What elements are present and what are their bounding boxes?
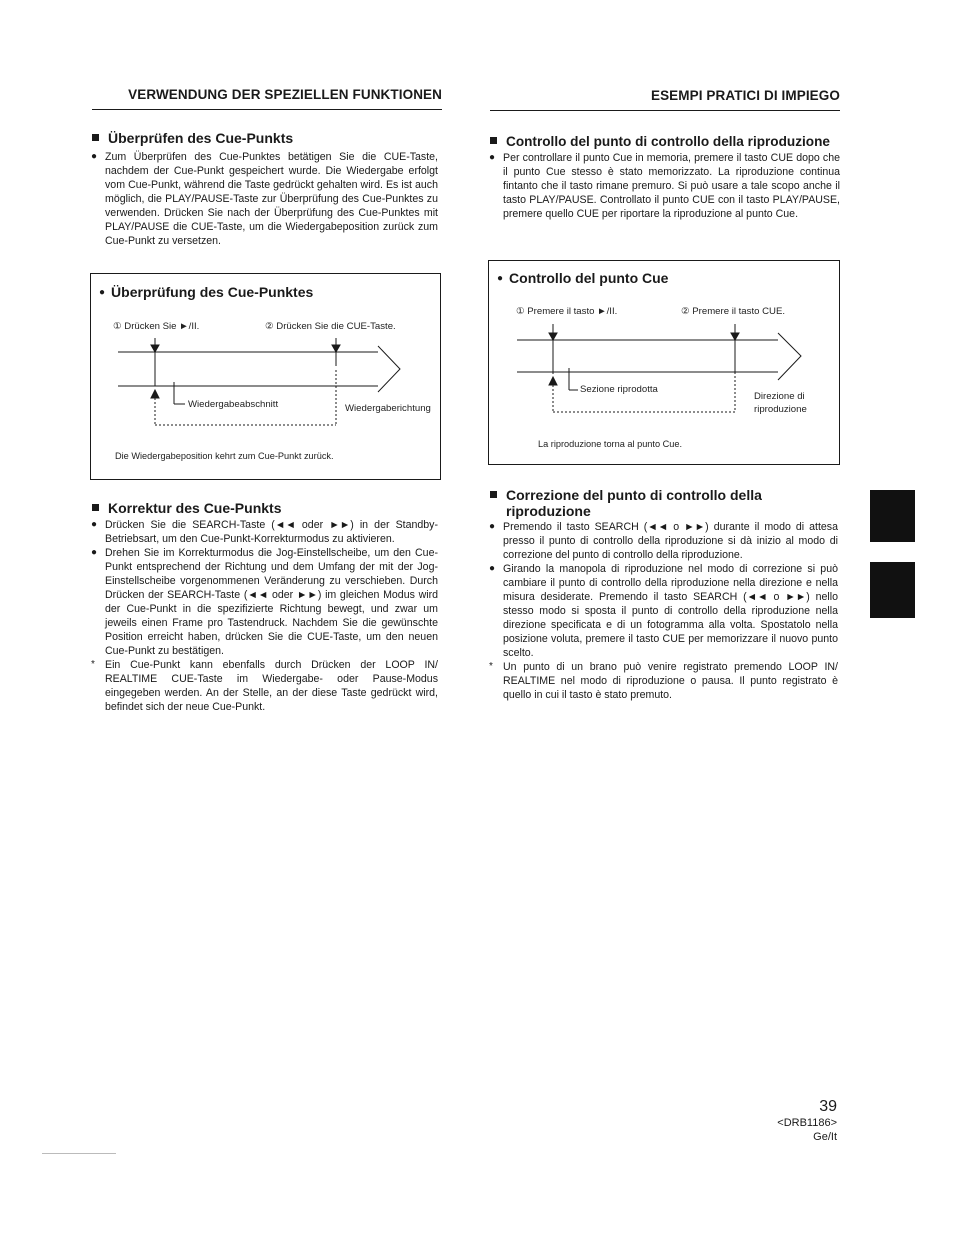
- list-item: ● Zum Überprüfen des Cue-Punktes betätigen Sie die CUE-Taste, nachdem der Cue-Punkt gespeichert wurde. Die Wiedergabe erfolgt vom Cue-Punkt, während die Taste gedrückt gehalten wird. Es ist auch möglich, die PLAY/PAUSE-Taste zur Überprüfung des Cue-Punktes zu verwenden. Drücken Sie nach der Überprüfung des Cue-Punktes mit PLAY/PAUSE die CUE-Taste, um die Wiedergabeposition zurück zum Cue-Punkt zu versetzen.: [91, 151, 438, 247]
- list-item: ● Drücken Sie die SEARCH-Taste (◄◄ oder ►►) in der Standby-Betriebsart, um den Cue-Punkt-Korrekturmodus zu aktivieren.: [91, 519, 438, 545]
- left-playback-diagram: [90, 330, 440, 430]
- right-section2-title: Correzione del punto di controllo della riproduzione: [490, 487, 830, 519]
- left-step1: ① Drücken Sie ►/II.: [113, 321, 200, 332]
- right-step1: ① Premere il tasto ►/II.: [516, 306, 618, 317]
- asterisk-icon: *: [489, 661, 493, 672]
- square-bullet-icon: [92, 134, 99, 141]
- note-item: * Un punto di un brano può venire registrato premendo LOOP IN/ REALTIME nel modo di riproduzione o pausa. Il punto registrato è quello in cui il tasto è stato premuto.: [489, 661, 838, 701]
- left-step2: ② Drücken Sie die CUE-Taste.: [265, 321, 396, 332]
- left-section2-text: [92, 518, 438, 714]
- right-direction-label-2: riproduzione: [754, 404, 807, 415]
- left-section-label: Wiedergabeabschnitt: [188, 399, 279, 410]
- left-box-title: ● Überprüfung des Cue-Punktes: [99, 284, 314, 300]
- right-header: ESEMPI PRATICI DI IMPIEGO: [490, 88, 840, 111]
- page-footer: [777, 1098, 837, 1144]
- left-header: VERWENDUNG DER SPEZIELLEN FUNKTIONEN: [92, 87, 442, 110]
- section-tab-marker: [870, 562, 915, 618]
- list-item: ● Premendo il tasto SEARCH (◄◄ o ►►) durante il modo di attesa presso il punto di controllo della riproduzione si dà inizio al modo di correzione del punto di controllo della riproduzione.: [489, 521, 838, 561]
- bullet-icon: ●: [91, 151, 98, 162]
- bottom-rule: [42, 1153, 116, 1154]
- down-arrow-icon: [332, 345, 340, 352]
- section-tab-marker: [870, 490, 915, 542]
- right-section1-text: [490, 151, 840, 221]
- document-code: <DRB1186>: [777, 1117, 837, 1129]
- square-bullet-icon: [92, 504, 99, 511]
- list-item: ● Girando la manopola di riproduzione nel modo di correzione si può cambiare il punto di controllo della riproduzione nella direzione e nella misura desiderate. Premendo il tasto SEARCH (◄◄ o ►►) nello stesso modo si sposta il punto di controllo della riproduzione nella direzione specificata e di un fotogramma alla volta. Spostatolo nella posizione voluta, premere il tasto CUE per memorizzare il nuovo punto scelto.: [489, 563, 838, 659]
- bullet-icon: ●: [91, 519, 98, 530]
- right-section-label: Sezione riprodotta: [580, 384, 658, 395]
- down-arrow-icon: [151, 345, 159, 352]
- list-item: ● Per controllare il punto Cue in memoria, premere il tasto CUE dopo che il punto Cue stesso è stato memorizzato. La riproduzione continua fintanto che il tasto rimane premuro. Si può usare a tale scopo anche il tasto PLAY/PAUSE. Controllato il punto CUE con il tasto PLAY/PAUSE, premere quello CUE per riportare la riproduzione al punto Cue.: [489, 152, 840, 220]
- right-box-title: ● Controllo del punto Cue: [497, 270, 669, 286]
- left-section2-title: Korrektur des Cue-Punkts: [92, 500, 281, 516]
- up-arrow-icon: [549, 377, 557, 385]
- right-box-caption: La riproduzione torna al punto Cue.: [538, 439, 683, 449]
- right-section1-title: Controllo del punto di controllo della riproduzione: [490, 134, 830, 150]
- bullet-icon: ●: [489, 563, 496, 574]
- asterisk-icon: *: [91, 659, 95, 670]
- direction-arrow-icon: [378, 346, 400, 392]
- right-section2-text: [490, 520, 838, 702]
- square-bullet-icon: [490, 137, 497, 144]
- left-direction-label: Wiedergaberichtung: [345, 403, 431, 414]
- left-box-caption: Die Wiedergabeposition kehrt zum Cue-Punkt zurück.: [115, 451, 334, 461]
- bullet-icon: ●: [99, 287, 106, 298]
- bullet-icon: ●: [91, 547, 98, 558]
- bullet-icon: ●: [497, 273, 504, 284]
- language-code: Ge/It: [813, 1131, 837, 1143]
- down-arrow-icon: [731, 333, 739, 340]
- bullet-icon: ●: [489, 521, 496, 532]
- up-arrow-icon: [151, 390, 159, 398]
- left-section1-title: Überprüfen des Cue-Punkts: [92, 130, 293, 146]
- square-bullet-icon: [490, 491, 497, 498]
- note-item: * Ein Cue-Punkt kann ebenfalls durch Drücken der LOOP IN/ REALTIME CUE-Taste im Wiedergabe- oder Pause-Modus eingegeben werden. An der Stelle, an der diese Taste gedrückt wird, befindet sich der neue Cue-Punkt.: [91, 659, 438, 713]
- right-direction-label-1: Direzione di: [754, 391, 805, 402]
- direction-arrow-icon: [778, 333, 801, 380]
- bullet-icon: ●: [489, 152, 496, 163]
- list-item: ● Drehen Sie im Korrekturmodus die Jog-Einstellscheibe, um den Cue-Punkt entsprechend der Richtung und dem Umfang der mit der Jog-Einstellscheibe vorgenommenen Veränderung zu verschieben. Durch Drücken der SEARCH-Taste (◄◄ oder ►►) im gleichen Modus wird der Cue-Punkt in die spezifizierte Richtung bewegt, und zwar um jeweils einen Frame pro Tastendruck. Nachdem Sie die gewünschte Position erreicht haben, drücken Sie die CUE-Taste, um den neuen Cue-Punkt zu bestätigen.: [91, 547, 438, 657]
- down-arrow-icon: [549, 333, 557, 340]
- page-number: 39: [819, 1098, 837, 1115]
- left-section1-text: [92, 150, 438, 248]
- right-step2: ② Premere il tasto CUE.: [681, 306, 786, 317]
